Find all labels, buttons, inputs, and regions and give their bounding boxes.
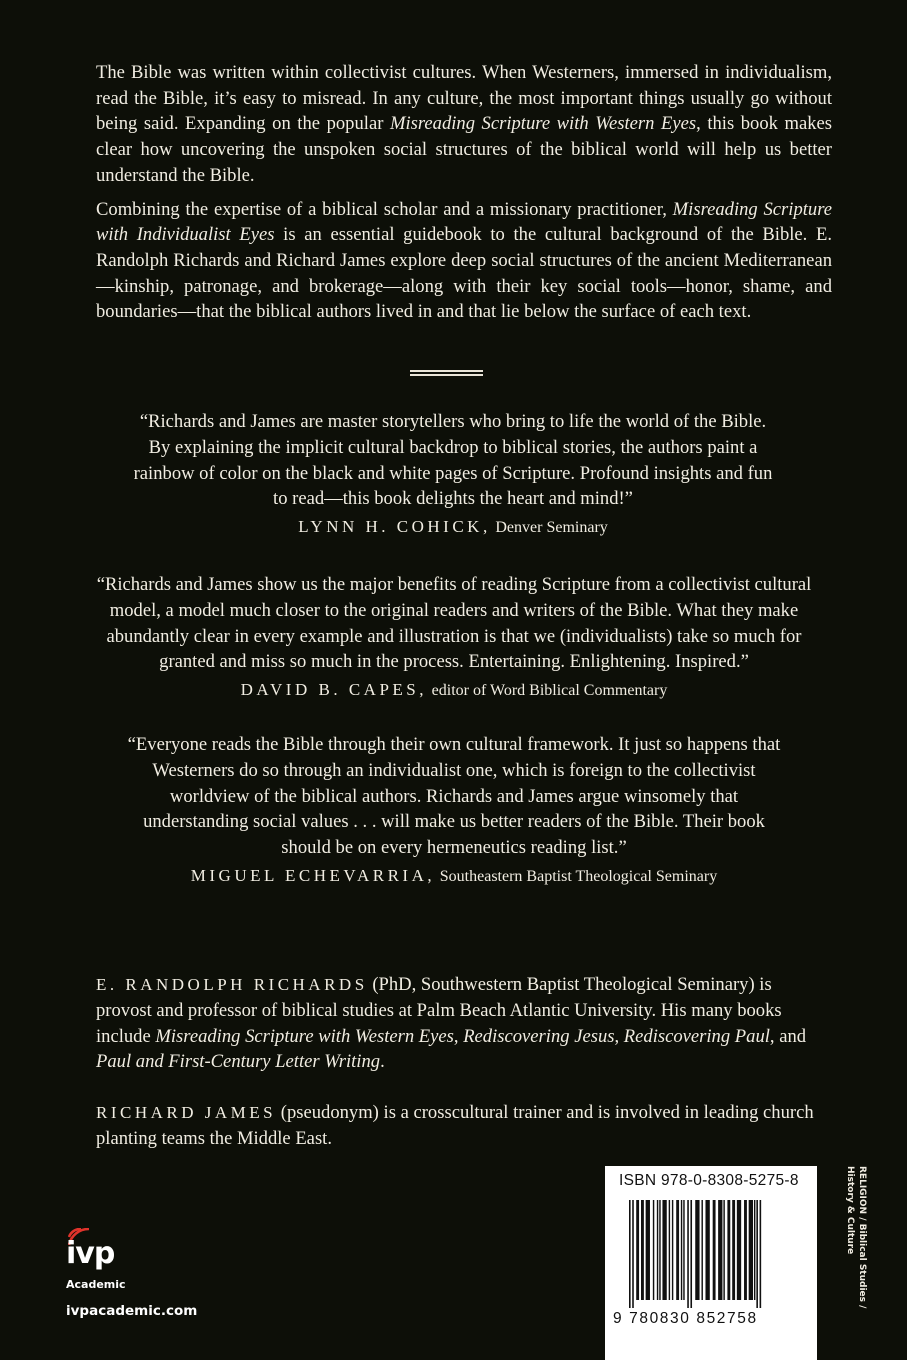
endorsement-quote: “Richards and James are master storytellers who bring to life the world of the Bible. By explaining the implicit cultural backdrop to biblical stories, the authors paint a rainbow of color on the black and white pages of Scripture. Profound insights and fun to read—this book delights the heart and mind!”: [133, 411, 773, 510]
title-reference: Misreading Scripture with Individualist Eyes: [96, 198, 833, 246]
endorsement: [116, 732, 792, 890]
barcode-bar: [754, 1200, 755, 1300]
endorser-affiliation: Denver Seminary: [495, 519, 608, 537]
author-bio: [96, 972, 832, 1075]
book-description: [96, 60, 832, 333]
author-name: RICHARD JAMES: [96, 1103, 277, 1122]
title-reference: Rediscovering Paul: [623, 1025, 770, 1047]
barcode-bar: [681, 1200, 682, 1300]
barcode-bar: [636, 1200, 639, 1300]
endorsement-quote: “Everyone reads the Bible through their own cultural framework. It just so happens that Westerners do so through an individualist one, which is foreign to the collectivist worldview of the biblical authors. Richards and James argue winsomely that understanding social values . . . will make us better readers of the Bible. Their book should be on every hermeneutics reading list.”: [127, 734, 781, 859]
barcode-bar: [653, 1200, 654, 1300]
description-paragraph: [96, 197, 832, 326]
barcode-bar: [687, 1200, 689, 1308]
endorsement-quote: “Richards and James show us the major benefits of reading Scripture from a collectivist cultural model, a model much closer to the original readers and writers of the Bible. What they make abundantly clear in every example and illustration is that we (individualists) take so much for granted and miss so much in the process. Entertaining. Enlightening. Inspired.”: [96, 574, 812, 673]
endorsement-attribution: [128, 514, 778, 541]
barcode-digits: 9 780830 852758: [613, 1310, 758, 1327]
barcode-bar: [669, 1200, 670, 1300]
title-reference: Misreading Scripture with Western Eyes: [155, 1025, 454, 1047]
barcode-bar: [749, 1200, 753, 1300]
author-name: E. RANDOLPH RICHARDS: [96, 975, 368, 994]
barcode-bar: [629, 1200, 631, 1308]
isbn-label: ISBN 978-0-8308-5275-8: [619, 1172, 799, 1189]
text-run: Combining the expertise of a biblical scholar and a missionary practitioner,: [96, 198, 673, 220]
barcode-bar: [723, 1200, 724, 1300]
barcode-bar: [705, 1200, 709, 1300]
barcode-bar: [737, 1200, 741, 1300]
barcode-bar: [659, 1200, 660, 1300]
barcode-bar: [695, 1200, 699, 1300]
endorsement-attribution: [90, 677, 818, 704]
text-run: ,: [614, 1025, 624, 1047]
subject-category: [826, 1166, 868, 1326]
author-bio-paragraph: [96, 1100, 832, 1152]
author-bio: [96, 1100, 832, 1152]
barcode-bar: [632, 1200, 634, 1308]
title-reference: Misreading Scripture with Western Eyes: [389, 113, 697, 135]
publisher-url: ivpacademic.com: [66, 1303, 198, 1319]
publisher-logo: [66, 1226, 206, 1326]
barcode-bar: [732, 1200, 735, 1300]
barcode-bar: [713, 1200, 716, 1300]
barcode-bar: [657, 1200, 658, 1300]
text-run: , and: [769, 1025, 807, 1047]
text-run: .: [380, 1051, 385, 1073]
barcode-bar: [701, 1200, 702, 1300]
endorser-name: MIGUEL ECHEVARRIA,: [190, 865, 436, 885]
endorsement: [90, 572, 818, 704]
barcode-bars: [625, 1200, 801, 1308]
description-paragraph: [96, 60, 832, 189]
endorser-affiliation: editor of Word Biblical Commentary: [431, 682, 668, 700]
barcode-bar: [760, 1200, 762, 1308]
text-run: is an essential guidebook to the cultural background of the Bible. E. Randolph Richards and Richard James explore deep social structures of the ancient Mediterranean—kinship, patronage, and brokerage—along with their key social tools—honor, shame, and boundaries—that the biblical authors lived in and that lie below the surface of each text.: [96, 224, 832, 323]
barcode-bar: [672, 1200, 673, 1300]
text-run: The Bible was written within collectivist cultures. When Westerners, immersed in individualism, read the Bible, it’s easy to misread. In any culture, the most important things usually go without being said. Expanding on the popular: [96, 62, 832, 135]
endorser-name: LYNN H. COHICK,: [298, 517, 491, 537]
text-run: (pseudonym) is a crosscultural trainer and is involved in leading church planting teams the Middle East.: [96, 1102, 814, 1149]
endorsement: [128, 409, 778, 541]
category-line: RELIGION / Biblical Studies /: [857, 1166, 867, 1309]
endorsement-attribution: [116, 863, 792, 890]
title-reference: Rediscovering Jesus: [463, 1025, 615, 1047]
endorser-affiliation: Southeastern Baptist Theological Seminary: [439, 867, 718, 885]
barcode-bar: [646, 1200, 650, 1300]
barcode-bar: [683, 1200, 684, 1300]
isbn-barcode: [605, 1166, 817, 1360]
endorser-name: DAVID B. CAPES,: [240, 680, 427, 700]
category-line: History & Culture: [845, 1166, 855, 1255]
barcode-bar: [641, 1200, 644, 1300]
barcode-bar: [662, 1200, 666, 1300]
section-divider: [410, 370, 483, 376]
text-run: , this book makes clear how uncovering the unspoken social structures of the biblical world will help us better understand the Bible.: [96, 113, 832, 186]
barcode-bar: [756, 1200, 758, 1308]
barcode-bar: [676, 1200, 679, 1300]
text-run: ,: [453, 1025, 464, 1047]
barcode-bar: [690, 1200, 692, 1308]
publisher-logo-text: ivp: [66, 1236, 115, 1271]
publisher-imprint: Academic: [66, 1278, 126, 1291]
barcode-bar: [718, 1200, 722, 1300]
title-reference: Paul and First-Century Letter Writing: [96, 1051, 381, 1073]
barcode-bar: [727, 1200, 730, 1300]
author-bio-paragraph: [96, 972, 832, 1075]
text-run: (PhD, Southwestern Baptist Theological Seminary) is provost and professor of biblical studies at Palm Beach Atlantic University. His many books include: [96, 974, 782, 1047]
barcode-bar: [744, 1200, 747, 1300]
